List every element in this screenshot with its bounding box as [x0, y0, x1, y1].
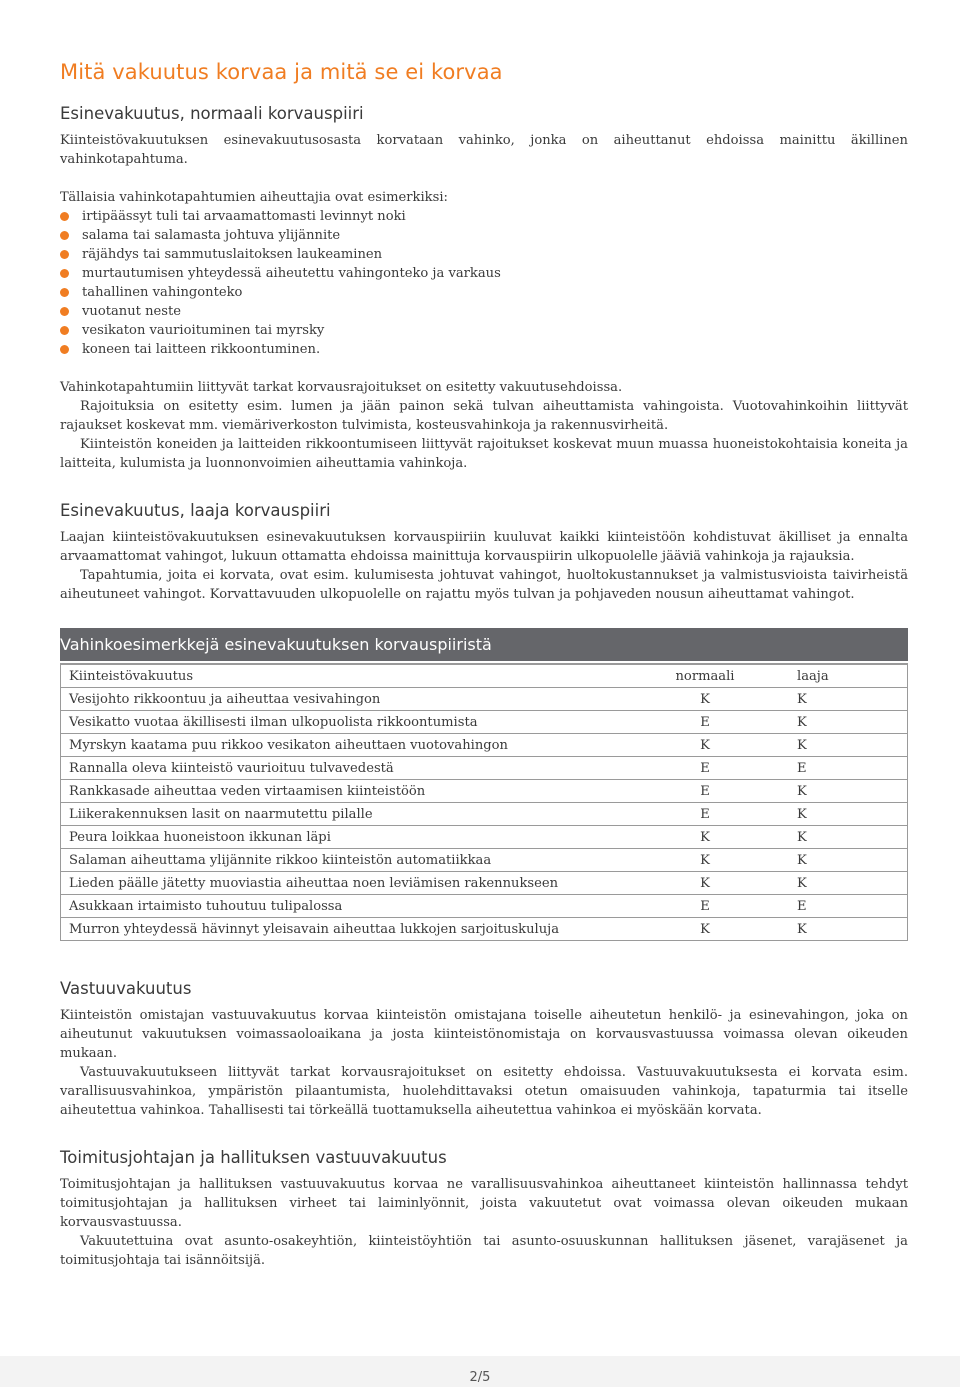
- text: räjähdys tai sammutuslaitoksen laukeaminen: [82, 247, 383, 262]
- section-board-liability: [60, 1148, 908, 1270]
- text: salama tai salamasta johtuva ylijännite: [82, 228, 341, 243]
- paragraph: Laajan kiinteistövakuutuksen esinevakuutuksen korvauspiiriin kuuluvat kaikki kiinteistöön kohdistuvat äkilliset ja ennalta arvaamattomat vahingot, lukuun ottamatta ehdoissa mainittuja korvauspiirin ulkopuolelle jääviä vahinkoja ja rajauksia.: [60, 530, 908, 564]
- table-cell: K: [755, 711, 908, 734]
- paragraph: Kiinteistövakuutuksen esinevakuutusosasta korvataan vahinko, jonka on aiheuttanut ehdoissa mainittu äkillinen vahinkotapahtuma.: [60, 133, 908, 167]
- table-cell: K: [655, 734, 755, 757]
- table-cell: K: [755, 803, 908, 826]
- table-row: [61, 688, 908, 711]
- table-cell: Rannalla oleva kiinteistö vaurioituu tulvavedestä: [61, 757, 656, 780]
- column-header: Kiinteistövakuutus: [61, 664, 656, 688]
- table-row: [61, 826, 908, 849]
- bullet-icon: [60, 250, 69, 259]
- table-header-row: [61, 664, 908, 688]
- list-item: [60, 283, 908, 302]
- page-title: Mitä vakuutus korvaa ja mitä se ei korvaa: [60, 60, 503, 84]
- table-row: [61, 711, 908, 734]
- examples-table-section: [60, 628, 908, 941]
- table-cell: E: [755, 895, 908, 918]
- table-cell: K: [655, 849, 755, 872]
- paragraph: Rajoituksia on esitetty esim. lumen ja jään painon sekä tulvan aiheuttamista vahingoista. Vuotovahinkoihin liittyvät rajaukset koskevat mm. viemäriverkoston tulvimista, kosteusvahinkoja ja rakennusvirheitä.: [60, 399, 908, 433]
- table-cell: K: [755, 826, 908, 849]
- table-cell: Vesijohto rikkoontuu ja aiheuttaa vesivahingon: [61, 688, 656, 711]
- table-cell: E: [755, 757, 908, 780]
- list-item: [60, 245, 908, 264]
- paragraph: Toimitusjohtajan ja hallituksen vastuuvakuutus korvaa ne varallisuusvahinkoa aiheuttaneet kiinteistön hallinnassa tehdyt toimitusjohtajan ja hallituksen virheet tai laiminlyönnit, joista vakuutetut ovat voimassa olevan oikeuden mukaan korvausvastuussa.: [60, 1177, 908, 1230]
- text: tahallinen vahingonteko: [82, 285, 243, 300]
- list-intro: Tällaisia vahinkotapahtumien aiheuttajia ovat esimerkiksi:: [60, 190, 448, 205]
- table-cell: K: [655, 872, 755, 895]
- table-cell: Lieden päälle jätetty muoviastia aiheuttaa noen leviämisen rakennukseen: [61, 872, 656, 895]
- text: koneen tai laitteen rikkoontuminen.: [82, 342, 321, 357]
- list-item: [60, 302, 908, 321]
- examples-heading: [60, 628, 908, 663]
- list-item: [60, 207, 908, 226]
- paragraph: Kiinteistön koneiden ja laitteiden rikkoontumiseen liittyvät rajoitukset koskevat muun muassa huoneistokohtaisia koneita ja laitteita, kulumista ja luonnonvoimien aiheuttamia vahinkoja.: [60, 437, 908, 471]
- list-item: [60, 264, 908, 283]
- table-cell: K: [755, 780, 908, 803]
- paragraph: Kiinteistön omistajan vastuuvakuutus korvaa kiinteistön omistajana toiselle aiheutetun henkilö- ja esinevahingon, joka on aiheutunut vakuutuksen voimassaoloaikana ja josta kiinteistönomistaja on korvausvastuussa voimassa olevan oikeuden mukaan.: [60, 1008, 908, 1061]
- table-row: [61, 872, 908, 895]
- table-cell: E: [655, 803, 755, 826]
- paragraph: Vastuuvakuutukseen liittyvät tarkat korvausrajoitukset on esitetty ehdoissa. Vastuuvakuutuksesta ei korvata esim. varallisuusvahinkoa, ympäristön pilaantumista, huolehdittavaksi otetun omaisuuden vahinkoja, tapaturmia tai itselle aiheutettua vahinkoa. Tahallisesti tai törkeällä tuottamuksella aiheutettua vahinkoa ei myöskään korvata.: [60, 1065, 908, 1118]
- bullet-icon: [60, 307, 69, 316]
- table-cell: Salaman aiheuttama ylijännite rikkoo kiinteistön automatiikkaa: [61, 849, 656, 872]
- bullet-icon: [60, 212, 69, 221]
- bullet-list: [60, 207, 908, 359]
- paragraph: Vakuutettuina ovat asunto-osakeyhtiön, kiinteistöyhtiön tai asunto-osuuskunnan hallituksen jäsenet, varajäsenet ja toimitusjohtaja tai isännöitsijä.: [60, 1234, 908, 1268]
- table-cell: K: [655, 826, 755, 849]
- list-item: [60, 340, 908, 359]
- table-cell: K: [755, 849, 908, 872]
- table-row: [61, 780, 908, 803]
- section-heading: Vastuuvakuutus: [60, 979, 192, 998]
- table-row: [61, 849, 908, 872]
- bullet-icon: [60, 326, 69, 335]
- table-cell: Myrskyn kaatama puu rikkoo vesikaton aiheuttaen vuotovahingon: [61, 734, 656, 757]
- text: Vahinkoesimerkkejä esinevakuutuksen korvauspiiristä: [60, 635, 492, 654]
- table-cell: K: [755, 918, 908, 941]
- list-item: [60, 226, 908, 245]
- table-cell: Asukkaan irtaimisto tuhoutuu tulipalossa: [61, 895, 656, 918]
- table-cell: Liikerakennuksen lasit on naarmutettu pilalle: [61, 803, 656, 826]
- section-heading: Esinevakuutus, laaja korvauspiiri: [60, 501, 331, 520]
- examples-table: [60, 663, 908, 941]
- text: irtipäässyt tuli tai arvaamattomasti levinnyt noki: [82, 209, 406, 224]
- bullet-icon: [60, 269, 69, 278]
- list-item: [60, 321, 908, 340]
- table-cell: Rankkasade aiheuttaa veden virtaamisen kiinteistöön: [61, 780, 656, 803]
- column-header: normaali: [655, 664, 755, 688]
- text: vuotanut neste: [82, 304, 181, 319]
- text: vesikaton vaurioituminen tai myrsky: [82, 323, 325, 338]
- bullet-icon: [60, 345, 69, 354]
- table-row: [61, 918, 908, 941]
- section-heading: Toimitusjohtajan ja hallituksen vastuuvakuutus: [60, 1148, 447, 1167]
- bullet-icon: [60, 231, 69, 240]
- table-cell: E: [655, 780, 755, 803]
- section-normal-coverage: [60, 104, 908, 473]
- table-cell: Murron yhteydessä hävinnyt yleisavain aiheuttaa lukkojen sarjoituskuluja: [61, 918, 656, 941]
- table-row: [61, 757, 908, 780]
- table-cell: K: [655, 688, 755, 711]
- table-cell: Peura loikkaa huoneistoon ikkunan läpi: [61, 826, 656, 849]
- table-cell: K: [755, 872, 908, 895]
- table-row: [61, 734, 908, 757]
- section-liability-insurance: [60, 979, 908, 1120]
- table-cell: K: [655, 918, 755, 941]
- table-cell: K: [755, 734, 908, 757]
- table-row: [61, 803, 908, 826]
- bullet-icon: [60, 288, 69, 297]
- table-cell: E: [655, 711, 755, 734]
- column-header: laaja: [755, 664, 908, 688]
- section-heading: Esinevakuutus, normaali korvauspiiri: [60, 104, 364, 123]
- text: murtautumisen yhteydessä aiheutettu vahingonteko ja varkaus: [82, 266, 501, 281]
- table-cell: Vesikatto vuotaa äkillisesti ilman ulkopuolista rikkoontumista: [61, 711, 656, 734]
- paragraph: Tapahtumia, joita ei korvata, ovat esim. kulumisesta johtuvat vahingot, huoltokustannukset ja valmistusvioista taivirheistä aiheutuneet vahingot. Korvattavuuden ulkopuolelle on rajattu myös tulvan ja pohjaveden nousun aiheuttamat vahingot.: [60, 568, 908, 602]
- table-cell: E: [655, 757, 755, 780]
- table-cell: K: [755, 688, 908, 711]
- paragraph: Vahinkotapahtumiin liittyvät tarkat korvausrajoitukset on esitetty vakuutusehdoissa.: [60, 380, 623, 395]
- table-row: [61, 895, 908, 918]
- page-number: 2/5: [0, 1356, 960, 1387]
- table-cell: E: [655, 895, 755, 918]
- section-wide-coverage: [60, 501, 908, 604]
